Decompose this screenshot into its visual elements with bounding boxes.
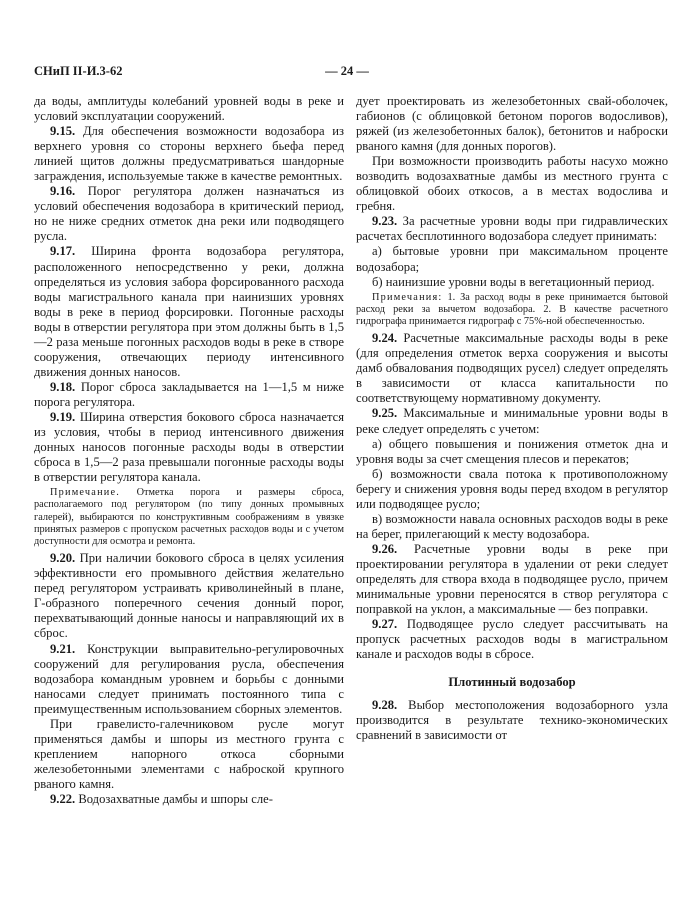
clause-number: 9.15. — [50, 124, 76, 139]
clause-paragraph — [356, 617, 668, 662]
clause-number: 9.23. — [372, 214, 398, 229]
note-text: 1. За расход воды в реке принимается бытовой расход реки за вычетом водозабора. 2. В качестве расчетного гидрографа принимается гидрограф с 75%-ной обеспеченностью. — [356, 291, 669, 328]
paragraph-text: Ширина фронта водозабора регулятора, расположенного непосредственно у реки, должна определяться из условия забора форсированного расхода воды магистрального канала при наинизших уровнях воды в реке в период форсировки. Погонные расходы воды в отверстии регулятора при этом должны быть в 1,5—2 раза меньше погонных расходов воды в реке в створе сооружения, отвечающих периоду интенсивного движения донных наносов. — [34, 244, 344, 379]
note-label: Примечание. — [50, 487, 121, 499]
paragraph-text: б) возможности свала потока к противоположному берегу и снижения уровня воды перед входом в регулятор или подводящее русло; — [356, 466, 668, 511]
paragraph-text: Для обеспечения возможности водозабора из верхнего уровня со стороны верхнего бьефа перед линией щитов должны предусматриваться шандорные заграждения, используемые также в качестве ремонтных. — [34, 124, 344, 184]
paragraph-text: Подводящее русло следует рассчитывать на пропуск расчетных расходов воды в магистральном канале и расходов воды в сбросе. — [356, 617, 668, 662]
right-column — [356, 94, 668, 743]
clause-number: 9.22. — [50, 791, 76, 806]
clause-number: 9.18. — [50, 379, 76, 394]
paragraph-text: Максимальные и минимальные уровни воды в реке следует определять с учетом: — [356, 406, 668, 436]
page-header — [34, 64, 660, 84]
clause-paragraph — [34, 184, 344, 244]
clause-paragraph — [356, 698, 668, 743]
paragraph — [356, 275, 668, 290]
paragraph — [356, 244, 668, 274]
clause-paragraph — [34, 124, 344, 184]
clause-number: 9.24. — [372, 331, 398, 346]
paragraph-text: Расчетные максимальные расходы воды в реке (для определения отметок верха сооружения и высоты дамб обвалования подводящих русел) следует определять в зависимости от класса капитальности по соответствующему нормативному документу. — [356, 331, 668, 406]
note-label: Примечания: — [372, 291, 443, 303]
clause-paragraph — [34, 551, 344, 641]
paragraph — [356, 512, 668, 542]
paragraph — [356, 154, 668, 214]
paragraph-text: б) наинизшие уровни воды в вегетационный период. — [372, 274, 655, 289]
left-column — [34, 94, 344, 807]
section-heading: Плотинный водозабор — [448, 675, 576, 690]
clause-number: 9.27. — [372, 617, 398, 632]
paragraph-text: в) возможности навала основных расходов воды в реке на берег, прилегающий к месту водозабора. — [356, 511, 668, 541]
paragraph-text: а) общего повышения и понижения отметок дна и уровня воды за счет смещения плесов и перекатов; — [356, 436, 668, 466]
paragraph-text: Расчетные уровни воды в реке при проектировании регулятора в удалении от реки следует определять для створа входа в подводящее русло, причем минимальные уровни переносятся в створ регулятора с поправкой на уклон, а максимальные — без поправки. — [356, 541, 668, 617]
paragraph-text: дует проектировать из железобетонных свай-оболочек, габионов (с облицовкой бетоном порогов водосливов), ряжей (из железобетонных балок), бетонитов и наброски рваного камня (для донных порогов). — [356, 94, 668, 154]
note — [356, 292, 668, 329]
paragraph-text: Порог сброса закладывается на 1—1,5 м ниже порога регулятора. — [34, 379, 344, 409]
clause-paragraph — [356, 542, 668, 617]
clause-number: 9.21. — [50, 641, 76, 656]
paragraph — [34, 94, 344, 124]
paragraph-text: а) бытовые уровни при максимальном проценте водозабора; — [356, 244, 668, 274]
paragraph — [356, 94, 668, 154]
paragraph-text: Водозахватные дамбы и шпоры сле- — [78, 791, 273, 806]
clause-paragraph — [34, 642, 344, 717]
paragraph — [356, 467, 668, 512]
note-text: Отметка порога и размеры сброса, располагаемого под регулятором (по типу донных промывных галерей), выбираются по конструктивным соображениям в увязке принятых размеров с пропуском расчетных расходов воды и с учетом доступности для осмотра и ремонта. — [34, 487, 344, 548]
paragraph-text: При наличии бокового сброса в целях усиления эффективности его промывного действия желательно перед регулятором устраивать криволинейный в плане, Г-образного поперечного сечения донный порог, перехватывающий донные наносы и направляющий их в сброс. — [34, 551, 344, 641]
clause-number: 9.16. — [50, 184, 76, 199]
clause-number: 9.20. — [50, 551, 76, 566]
clause-number: 9.25. — [372, 406, 398, 421]
paragraph-text: Конструкции выправительно-регулировочных сооружений для регулирования русла, обеспечения водозабора командным уровнем и борьбы с донными наносами следует принимать постоянного типа с преимущественным использованием сборных элементов. — [34, 641, 344, 716]
paragraph-text: За расчетные уровни воды при гидравлических расчетах бесплотинного водозабора следует принимать: — [356, 214, 668, 244]
paragraph-text: Выбор местоположения водозаборного узла производится в результате технико-экономических сравнений в зависимости от — [356, 698, 668, 743]
clause-number: 9.19. — [50, 409, 76, 424]
clause-paragraph — [34, 410, 344, 485]
standard-code: СНиП II-И.3-62 — [34, 64, 123, 78]
paragraph — [34, 717, 344, 792]
clause-paragraph — [34, 380, 344, 410]
paragraph-text: При возможности производить работы насухо можно возводить водозахватные дамбы из местного грунта с облицовкой обоих откосов, а в местах водослива и гребня. — [356, 154, 668, 214]
clause-paragraph — [356, 214, 668, 244]
clause-number: 9.26. — [372, 541, 398, 556]
paragraph-text: да воды, амплитуды колебаний уровней воды в реке и условий эксплуатации сооружений. — [34, 94, 344, 124]
clause-paragraph — [34, 792, 344, 807]
page-number: — 24 — — [325, 64, 369, 78]
paragraph-text: Ширина отверстия бокового сброса назначается из условия, чтобы в период интенсивного движения донных наносов погонные расходы воды в отверстии сброса в 1,5—2 раза превышали погонные расходы воды в отверстии регулятора канала. — [34, 409, 344, 485]
clause-paragraph — [356, 406, 668, 436]
paragraph-text: При гравелисто-галечниковом русле могут применяться дамбы и шпоры из местного грунта с креплением напорного откоса сборными железобетонными элементами с наброской крупного рваного камня. — [34, 716, 344, 791]
clause-paragraph — [34, 244, 344, 379]
clause-paragraph — [356, 331, 668, 406]
paragraph-text: Порог регулятора должен назначаться из условий обеспечения водозабора в критический период, но не ниже средних отметок дна реки или подводящего русла. — [34, 184, 344, 244]
clause-number: 9.28. — [372, 698, 398, 713]
paragraph — [356, 437, 668, 467]
note — [34, 487, 344, 548]
clause-number: 9.17. — [50, 244, 76, 259]
